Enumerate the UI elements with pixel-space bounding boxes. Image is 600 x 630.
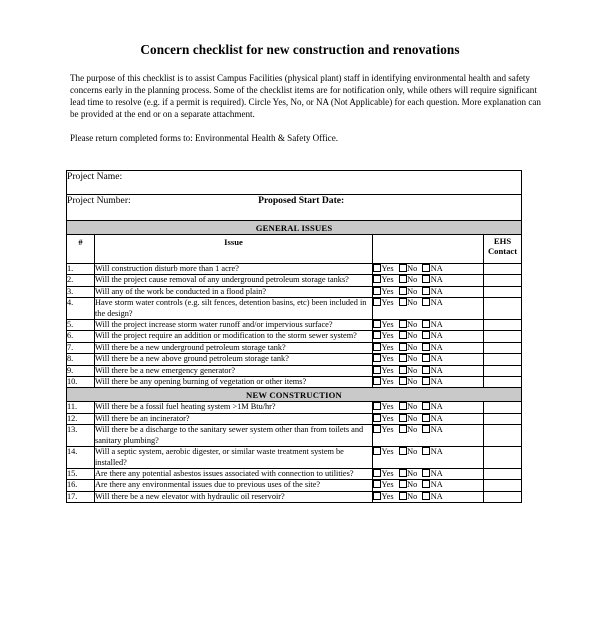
row-issue: Will there be a new emergency generator? (95, 365, 373, 376)
checkbox-yes[interactable] (373, 264, 394, 274)
table-row (67, 264, 522, 275)
checkbox-yes[interactable] (373, 343, 394, 353)
table-row (67, 491, 522, 502)
section-banner-new-construction (67, 388, 522, 402)
row-issue: Have storm water controls (e.g. silt fences, detention basins, etc) been included in the design? (95, 298, 373, 320)
checkbox-yes-label: Yes (381, 342, 394, 352)
row-number: 15. (67, 468, 95, 479)
project-name-label: Project Name: (67, 171, 123, 182)
checkbox-box-icon[interactable] (399, 377, 407, 385)
row-number: 5. (67, 320, 95, 331)
checkbox-box-icon[interactable] (373, 354, 381, 362)
checkbox-box-icon[interactable] (422, 287, 430, 295)
table-row (67, 354, 522, 365)
row-issue: Will there be a new underground petroleum storage tank? (95, 342, 373, 353)
row-ehs-contact[interactable] (484, 354, 522, 365)
row-ehs-contact[interactable] (484, 298, 522, 320)
row-answer-group[interactable] (373, 354, 484, 365)
checkbox-no-label: No (407, 447, 418, 457)
row-issue: Will there be a new elevator with hydraulic oil reservoir? (95, 491, 373, 502)
row-ehs-contact[interactable] (484, 365, 522, 376)
table-row (67, 468, 522, 479)
checkbox-box-icon[interactable] (399, 264, 407, 272)
row-issue: Will the project cause removal of any underground petroleum storage tanks? (95, 275, 373, 286)
yes-no-na-group[interactable] (373, 343, 443, 353)
checkbox-yes-label: Yes (381, 468, 394, 478)
yes-no-na-group[interactable] (373, 377, 443, 387)
checkbox-na-label: NA (430, 264, 443, 273)
checkbox-box-icon[interactable] (399, 492, 407, 500)
checkbox-box-icon[interactable] (399, 287, 407, 295)
yes-no-na-group[interactable] (373, 366, 443, 376)
row-number: 1. (67, 264, 95, 275)
checkbox-box-icon[interactable] (373, 402, 381, 410)
checkbox-na[interactable] (422, 320, 442, 330)
checkbox-box-icon[interactable] (422, 492, 430, 500)
checkbox-yes[interactable] (373, 287, 394, 297)
checkbox-box-icon[interactable] (399, 469, 407, 477)
checkbox-box-icon[interactable] (399, 331, 407, 339)
checkbox-na[interactable] (422, 377, 442, 387)
project-number-row (67, 195, 522, 221)
checkbox-no-label: No (407, 425, 418, 435)
checkbox-na[interactable] (422, 425, 442, 435)
checklist-table (66, 170, 522, 503)
yes-no-na-group[interactable] (373, 320, 443, 330)
row-answer-group[interactable] (373, 320, 484, 331)
row-ehs-contact[interactable] (484, 425, 522, 447)
checkbox-na[interactable] (422, 298, 442, 308)
checkbox-box-icon[interactable] (422, 377, 430, 385)
checkbox-na[interactable] (422, 343, 442, 353)
checkbox-yes[interactable] (373, 492, 394, 502)
checkbox-na-label: NA (430, 275, 443, 285)
row-issue: Will there be a new above ground petroleum storage tank? (95, 354, 373, 365)
section-banner-label: NEW CONSTRUCTION (67, 388, 522, 402)
checkbox-yes[interactable] (373, 447, 394, 457)
checkbox-box-icon[interactable] (373, 414, 381, 422)
checkbox-yes-label: Yes (381, 413, 394, 423)
row-issue: Are there any potential asbestos issues associated with connection to utilities? (95, 468, 373, 479)
checkbox-box-icon[interactable] (399, 320, 407, 328)
checkbox-no[interactable] (399, 264, 418, 274)
yes-no-na-group[interactable] (373, 298, 443, 308)
row-number: 8. (67, 354, 95, 365)
checkbox-no[interactable] (399, 469, 418, 479)
row-number: 12. (67, 413, 95, 424)
checkbox-yes[interactable] (373, 320, 394, 330)
row-answer-group[interactable] (373, 275, 484, 286)
row-number: 9. (67, 365, 95, 376)
checkbox-yes[interactable] (373, 354, 394, 364)
checkbox-na-label: NA (430, 413, 443, 423)
checkbox-na[interactable] (422, 492, 442, 502)
yes-no-na-group[interactable] (373, 425, 443, 435)
yes-no-na-group[interactable] (373, 264, 443, 274)
row-ehs-contact[interactable] (484, 275, 522, 286)
checkbox-box-icon[interactable] (399, 414, 407, 422)
row-number: 7. (67, 342, 95, 353)
checkbox-box-icon[interactable] (399, 366, 407, 374)
row-number: 6. (67, 331, 95, 342)
column-header-row (67, 235, 522, 264)
table-row (67, 331, 522, 342)
checkbox-box-icon[interactable] (422, 298, 430, 306)
checkbox-yes-label: Yes (381, 320, 394, 330)
row-issue: Will construction disturb more than 1 acre? (95, 264, 373, 275)
row-ehs-contact[interactable] (484, 286, 522, 297)
checkbox-no[interactable] (399, 298, 418, 308)
row-answer-group[interactable] (373, 480, 484, 491)
yes-no-na-group[interactable] (373, 447, 443, 457)
checkbox-no-label: No (407, 480, 418, 490)
checkbox-box-icon[interactable] (399, 425, 407, 433)
section-banner-general-issues (67, 221, 522, 235)
project-name-row (67, 171, 522, 195)
checkbox-yes-label: Yes (381, 365, 394, 375)
checkbox-na-label: NA (430, 286, 443, 296)
checkbox-yes-label: Yes (381, 331, 394, 341)
yes-no-na-group[interactable] (373, 287, 443, 297)
checkbox-yes-label: Yes (381, 425, 394, 435)
checkbox-yes-label: Yes (381, 298, 394, 308)
column-header-number: # (67, 235, 95, 264)
checkbox-yes-label: Yes (381, 447, 394, 457)
checkbox-na-label: NA (430, 480, 443, 490)
checkbox-box-icon[interactable] (399, 298, 407, 306)
row-answer-group[interactable] (373, 377, 484, 388)
yes-no-na-group[interactable] (373, 402, 443, 412)
row-issue: Are there any environmental issues due to previous uses of the site? (95, 480, 373, 491)
table-row (67, 298, 522, 320)
checkbox-box-icon[interactable] (373, 480, 381, 488)
checkbox-no[interactable] (399, 320, 418, 330)
checkbox-box-icon[interactable] (422, 354, 430, 362)
checkbox-box-icon[interactable] (373, 343, 381, 351)
checkbox-na[interactable] (422, 331, 442, 341)
checkbox-yes-label: Yes (381, 491, 394, 501)
checkbox-no-label: No (407, 342, 418, 352)
checkbox-box-icon[interactable] (373, 331, 381, 339)
row-answer-group[interactable] (373, 342, 484, 353)
row-answer-group[interactable] (373, 447, 484, 469)
checklist-table-body (67, 171, 522, 503)
checkbox-box-icon[interactable] (422, 320, 430, 328)
row-number: 13. (67, 425, 95, 447)
checkbox-na[interactable] (422, 414, 442, 424)
row-number: 14. (67, 447, 95, 469)
checkbox-na-label: NA (430, 402, 443, 412)
checkbox-no-label: No (407, 354, 418, 364)
yes-no-na-group[interactable] (373, 480, 443, 490)
row-issue: Will the project require an addition or modification to the storm sewer system? (95, 331, 373, 342)
checkbox-yes[interactable] (373, 425, 394, 435)
checkbox-no-label: No (407, 275, 418, 285)
checkbox-box-icon[interactable] (373, 492, 381, 500)
checkbox-box-icon[interactable] (399, 402, 407, 410)
row-answer-group[interactable] (373, 402, 484, 413)
checkbox-yes[interactable] (373, 480, 394, 490)
checkbox-no[interactable] (399, 343, 418, 353)
row-number: 3. (67, 286, 95, 297)
checkbox-box-icon[interactable] (373, 469, 381, 477)
checkbox-na-label: NA (430, 320, 443, 330)
checkbox-no[interactable] (399, 425, 418, 435)
table-row (67, 377, 522, 388)
row-ehs-contact[interactable] (484, 402, 522, 413)
row-ehs-contact[interactable] (484, 331, 522, 342)
row-answer-group[interactable] (373, 365, 484, 376)
row-number: 4. (67, 298, 95, 320)
checkbox-yes[interactable] (373, 377, 394, 387)
checkbox-box-icon[interactable] (422, 264, 430, 272)
row-ehs-contact[interactable] (484, 342, 522, 353)
checkbox-na-label: NA (430, 377, 443, 387)
checkbox-box-icon[interactable] (422, 331, 430, 339)
row-answer-group[interactable] (373, 425, 484, 447)
yes-no-na-group[interactable] (373, 331, 443, 341)
checkbox-box-icon[interactable] (422, 480, 430, 488)
checkbox-yes[interactable] (373, 275, 394, 285)
checkbox-no[interactable] (399, 331, 418, 341)
checkbox-no[interactable] (399, 287, 418, 297)
checkbox-yes-label: Yes (381, 286, 394, 296)
checkbox-no[interactable] (399, 275, 418, 285)
column-header-issue: Issue (95, 235, 373, 264)
row-answer-group[interactable] (373, 413, 484, 424)
row-number: 17. (67, 491, 95, 502)
checkbox-box-icon[interactable] (373, 377, 381, 385)
checkbox-na[interactable] (422, 366, 442, 376)
row-issue: Will there be a fossil fuel heating system >1M Btu/hr? (95, 402, 373, 413)
checkbox-na-label: NA (430, 491, 443, 501)
checkbox-box-icon[interactable] (373, 298, 381, 306)
checkbox-yes-label: Yes (381, 377, 394, 387)
yes-no-na-group[interactable] (373, 275, 443, 285)
column-header-ehs-contact (484, 235, 522, 264)
checkbox-no[interactable] (399, 480, 418, 490)
checkbox-no[interactable] (399, 354, 418, 364)
checkbox-na[interactable] (422, 402, 442, 412)
row-ehs-contact[interactable] (484, 377, 522, 388)
ehs-contact-line-2: Contact (487, 245, 518, 256)
table-row (67, 342, 522, 353)
checkbox-box-icon[interactable] (373, 264, 381, 272)
yes-no-na-group[interactable] (373, 354, 443, 364)
checkbox-box-icon[interactable] (373, 447, 381, 455)
checkbox-box-icon[interactable] (399, 480, 407, 488)
row-number: 2. (67, 275, 95, 286)
checkbox-no-label: No (407, 298, 418, 308)
column-header-answer (373, 235, 484, 264)
row-number: 16. (67, 480, 95, 491)
checkbox-no[interactable] (399, 377, 418, 387)
checkbox-no-label: No (407, 491, 418, 501)
table-row (67, 425, 522, 447)
project-number-cell[interactable] (67, 195, 522, 221)
row-answer-group[interactable] (373, 286, 484, 297)
checkbox-no[interactable] (399, 366, 418, 376)
checkbox-na[interactable] (422, 469, 442, 479)
return-instructions: Please return completed forms to: Environmental Health & Safety Office. (70, 133, 339, 144)
checkbox-yes-label: Yes (381, 480, 394, 490)
page-title: Concern checklist for new construction and renovations (140, 42, 460, 57)
start-date-label: Proposed Start Date: (258, 195, 345, 206)
checkbox-box-icon[interactable] (422, 275, 430, 283)
table-row (67, 480, 522, 491)
checkbox-box-icon[interactable] (422, 343, 430, 351)
checkbox-yes-label: Yes (381, 264, 394, 273)
checkbox-no-label: No (407, 331, 418, 341)
checkbox-no-label: No (407, 320, 418, 330)
row-issue: Will there be an incinerator? (95, 413, 373, 424)
checkbox-no-label: No (407, 286, 418, 296)
checkbox-na-label: NA (430, 298, 443, 308)
table-row (67, 320, 522, 331)
section-banner-label: GENERAL ISSUES (67, 221, 522, 235)
row-answer-group[interactable] (373, 331, 484, 342)
checkbox-box-icon[interactable] (399, 447, 407, 455)
checkbox-no-label: No (407, 402, 418, 412)
checkbox-no-label: No (407, 468, 418, 478)
intro-paragraph: The purpose of this checklist is to assist Campus Facilities (physical plant) staff in identifying environmental health and safety concerns early in the planning process. Some of the checklist items are for notification only, while others will require significant lead time to resolve (e.g. if a permit is required). Circle Yes, No, or NA (Not Applicable) for each question. More explanation can be provided at the end or on a separate attachment. (70, 73, 541, 120)
yes-no-na-group[interactable] (373, 414, 443, 424)
checkbox-na-label: NA (430, 354, 443, 364)
checkbox-na-label: NA (430, 468, 443, 478)
checkbox-no-label: No (407, 413, 418, 423)
row-ehs-contact[interactable] (484, 491, 522, 502)
checkbox-yes-label: Yes (381, 402, 394, 412)
checkbox-yes[interactable] (373, 469, 394, 479)
row-answer-group[interactable] (373, 298, 484, 320)
checkbox-yes[interactable] (373, 331, 394, 341)
table-row (67, 447, 522, 469)
checkbox-yes[interactable] (373, 298, 394, 308)
checkbox-no[interactable] (399, 414, 418, 424)
checkbox-na-label: NA (430, 447, 443, 457)
checkbox-box-icon[interactable] (422, 425, 430, 433)
checkbox-box-icon[interactable] (373, 275, 381, 283)
checkbox-yes[interactable] (373, 414, 394, 424)
checkbox-box-icon[interactable] (373, 287, 381, 295)
table-row (67, 275, 522, 286)
checkbox-no[interactable] (399, 447, 418, 457)
project-name-cell[interactable] (67, 171, 522, 195)
checkbox-no[interactable] (399, 492, 418, 502)
checkbox-box-icon[interactable] (422, 402, 430, 410)
checkbox-yes[interactable] (373, 402, 394, 412)
ehs-contact-line-1: EHS (493, 236, 512, 246)
row-issue: Will any of the work be conducted in a flood plain? (95, 286, 373, 297)
checkbox-box-icon[interactable] (422, 366, 430, 374)
row-number: 11. (67, 402, 95, 413)
checkbox-yes-label: Yes (381, 275, 394, 285)
row-answer-group[interactable] (373, 264, 484, 275)
checkbox-box-icon[interactable] (422, 469, 430, 477)
checkbox-na-label: NA (430, 365, 443, 375)
row-issue: Will a septic system, aerobic digester, or similar waste treatment system be installed? (95, 447, 373, 469)
checkbox-box-icon[interactable] (373, 320, 381, 328)
checkbox-na[interactable] (422, 287, 442, 297)
row-issue: Will the project increase storm water runoff and/or impervious surface? (95, 320, 373, 331)
row-issue: Will there be a discharge to the sanitary sewer system other than from toilets and sanitary plumbing? (95, 425, 373, 447)
checkbox-yes[interactable] (373, 366, 394, 376)
checkbox-na[interactable] (422, 264, 442, 274)
row-number: 10. (67, 377, 95, 388)
table-row (67, 365, 522, 376)
checkbox-na[interactable] (422, 354, 442, 364)
checkbox-na-label: NA (430, 331, 443, 341)
row-ehs-contact[interactable] (484, 264, 522, 275)
checkbox-box-icon[interactable] (399, 354, 407, 362)
checkbox-yes-label: Yes (381, 354, 394, 364)
row-ehs-contact[interactable] (484, 413, 522, 424)
row-answer-group[interactable] (373, 491, 484, 502)
table-row (67, 413, 522, 424)
row-ehs-contact[interactable] (484, 468, 522, 479)
checkbox-box-icon[interactable] (399, 275, 407, 283)
row-answer-group[interactable] (373, 468, 484, 479)
table-row (67, 286, 522, 297)
project-number-label: Project Number: (67, 195, 131, 206)
checkbox-box-icon[interactable] (373, 366, 381, 374)
checkbox-na-label: NA (430, 425, 443, 435)
row-ehs-contact[interactable] (484, 447, 522, 469)
checkbox-box-icon[interactable] (373, 425, 381, 433)
table-row (67, 402, 522, 413)
row-issue: Will there be any opening burning of vegetation or other items? (95, 377, 373, 388)
checkbox-no-label: No (407, 264, 418, 273)
checkbox-na[interactable] (422, 447, 442, 457)
checkbox-box-icon[interactable] (422, 414, 430, 422)
yes-no-na-group[interactable] (373, 492, 443, 502)
checkbox-na[interactable] (422, 275, 442, 285)
yes-no-na-group[interactable] (373, 469, 443, 479)
checkbox-box-icon[interactable] (399, 343, 407, 351)
checkbox-na[interactable] (422, 480, 442, 490)
checkbox-no-label: No (407, 365, 418, 375)
checkbox-no[interactable] (399, 402, 418, 412)
row-ehs-contact[interactable] (484, 480, 522, 491)
checkbox-no-label: No (407, 377, 418, 387)
checkbox-na-label: NA (430, 342, 443, 352)
row-ehs-contact[interactable] (484, 320, 522, 331)
checkbox-box-icon[interactable] (422, 447, 430, 455)
